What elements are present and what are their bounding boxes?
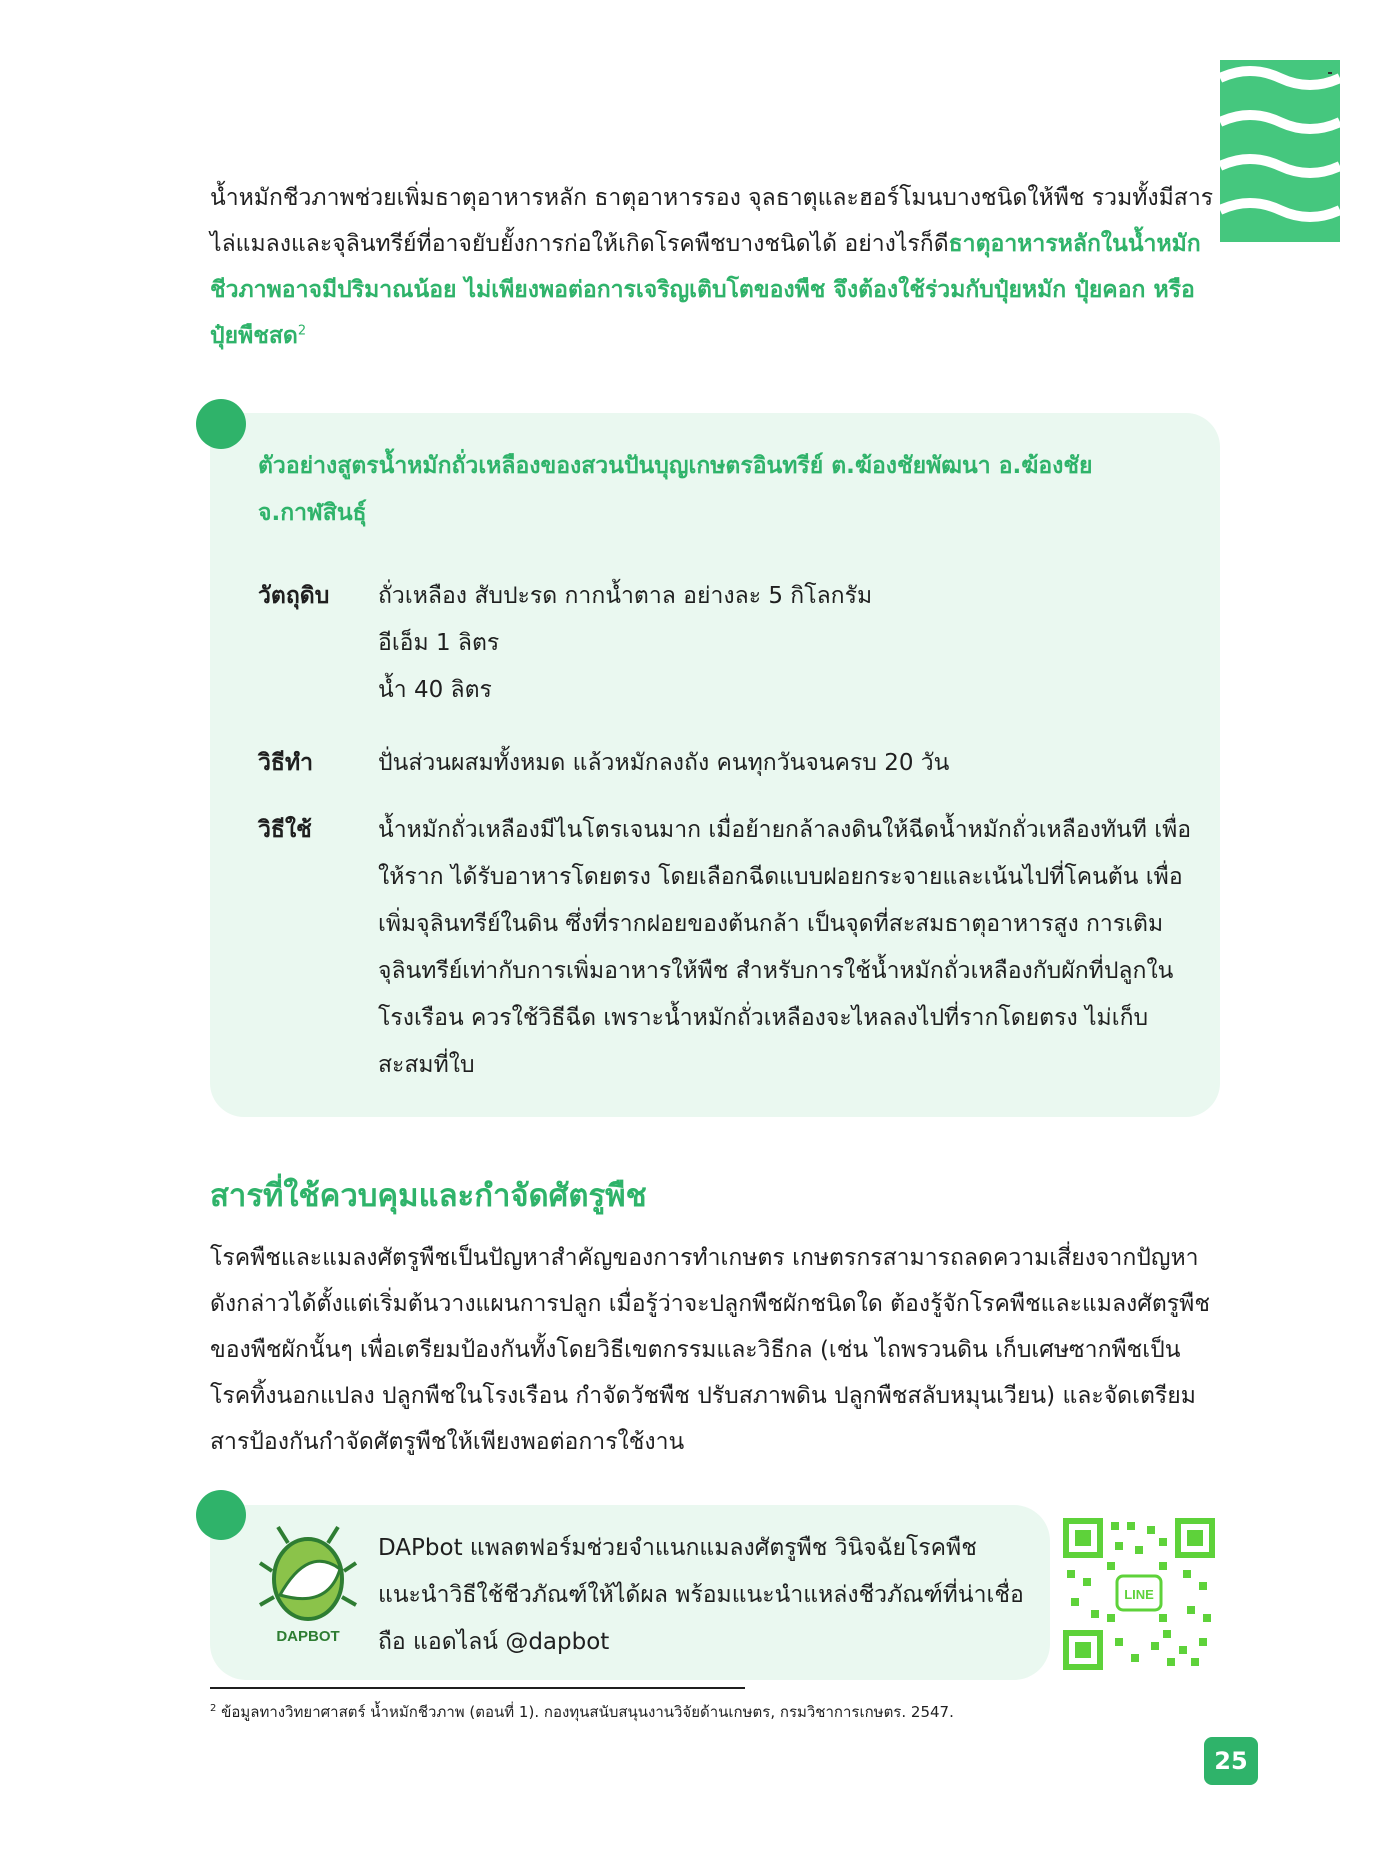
wave-decoration-icon <box>1220 60 1340 242</box>
section-title: สารที่ใช้ควบคุมและกำจัดศัตรูพืช <box>210 1178 647 1214</box>
recipe-box-dot <box>196 399 246 449</box>
qr-line-label: LINE <box>1124 1587 1154 1602</box>
method-text: ปั่นส่วนผสมทั้งหมด แล้วหมักลงถัง คนทุกวันจนครบ 20 วัน <box>378 750 950 776</box>
intro-footnote-ref: 2 <box>297 323 307 339</box>
line-qr-code[interactable] <box>1063 1518 1215 1670</box>
ingredient-line: ถั่วเหลือง สับปะรด กากน้ำตาล อย่างละ 5 กิโลกรัม <box>378 583 873 609</box>
intro-paragraph <box>210 175 1220 359</box>
intro-highlight: ธาตุอาหารหลักในน้ำหมักชีวภาพอาจมีปริมาณน้อย ไม่เพียงพอต่อการเจริญเติบโตของพืช จึงต้องใช้ร่วมกับปุ๋ยหมัก ปุ๋ยคอก หรือปุ๋ยพืชสด <box>210 231 1201 349</box>
page-number: 25 <box>1204 1737 1258 1785</box>
usage-label: วิธีใช้ <box>258 817 312 843</box>
footnote-number: 2 <box>210 1703 217 1714</box>
section-paragraph: โรคพืชและแมลงศัตรูพืชเป็นปัญหาสำคัญของการทำเกษตร เกษตรกรสามารถลดความเสี่ยงจากปัญหาดังกล่าวได้ตั้งแต่เริ่มต้นวางแผนการปลูก เมื่อรู้ว่าจะปลูกพืชผักชนิดใด ต้องรู้จักโรคพืชและแมลงศัตรูพืชของพืชผักนั้นๆ เพื่อเตรียมป้องกันทั้งโดยวิธีเขตกรรมและวิธีกล (เช่น ไถพรวนดิน เก็บเศษซากพืชเป็นโรคทิ้งนอกแปลง ปลูกพืชในโรงเรือน กำจัดวัชพืช ปรับสภาพดิน ปลูกพืชสลับหมุนเวียน) และจัดเตรียมสารป้องกันกำจัดศัตรูพืชให้เพียงพอต่อการใช้งาน <box>210 1245 1210 1455</box>
dapbot-text: DAPbot แพลตฟอร์มช่วยจำแนกแมลงศัตรูพืช วินิจฉัยโรคพืช แนะนำวิธีใช้ชีวภัณฑ์ให้ได้ผล พร้อมแนะนำแหล่งชีวภัณฑ์ที่น่าเชื่อถือ แอดไลน์ @dapbot <box>378 1535 1024 1655</box>
usage-text: น้ำหมักถั่วเหลืองมีไนโตรเจนมาก เมื่อย้ายกล้าลงดินให้ฉีดน้ำหมักถั่วเหลืองทันที เพื่อให้ราก ได้รับอาหารโดยตรง โดยเลือกฉีดแบบฝอยกระจายและเน้นไปที่โคนต้น เพื่อเพิ่มจุลินทรีย์ในดิน ซึ่งที่รากฝอยของต้นกล้า เป็นจุดที่สะสมธาตุอาหารสูง การเติมจุลินทรีย์เท่ากับการเพิ่มอาหารให้พืช สำหรับการใช้น้ำหมักถั่วเหลืองกับผักที่ปลูกในโรงเรือน ควรใช้วิธีฉีด เพราะน้ำหมักถั่วเหลืองจะไหลลงไปที่รากโดยตรง ไม่เก็บสะสมที่ใบ <box>378 817 1192 1078</box>
dapbot-logo-icon <box>258 1525 358 1653</box>
intro-text: น้ำหมักชีวภาพช่วยเพิ่มธาตุอาหารหลัก ธาตุอาหารรอง จุลธาตุและฮอร์โมนบางชนิดให้พืช รวมทั้งมีสารไล่แมลงและจุลินทรีย์ที่อาจยับยั้งการก่อให้เกิดโรคพืชบางชนิดได้ อย่างไรก็ดี <box>210 185 1214 257</box>
footnote <box>210 1700 954 1724</box>
corner-mark <box>1328 72 1332 74</box>
method-label: วิธีทำ <box>258 750 314 776</box>
recipe-title: ตัวอย่างสูตรน้ำหมักถั่วเหลืองของสวนปันบุญเกษตรอินทรีย์ ต.ฆ้องชัยพัฒนา อ.ฆ้องชัย จ.กาฬสินธุ์ <box>258 453 1093 526</box>
ingredient-line: อีเอ็ม 1 ลิตร <box>378 630 500 656</box>
dapbot-box-dot <box>196 1490 246 1540</box>
ingredient-line: น้ำ 40 ลิตร <box>378 677 492 703</box>
footnote-divider <box>210 1687 745 1689</box>
dapbot-logo-text: DAPBOT <box>276 1628 340 1645</box>
ingredients-label: วัตถุดิบ <box>258 583 330 609</box>
footnote-text: ข้อมูลทางวิทยาศาสตร์ น้ำหมักชีวภาพ (ตอนที่ 1). กองทุนสนับสนุนงานวิจัยด้านเกษตร, กรมวิชาการเกษตร. 2547. <box>216 1703 954 1721</box>
